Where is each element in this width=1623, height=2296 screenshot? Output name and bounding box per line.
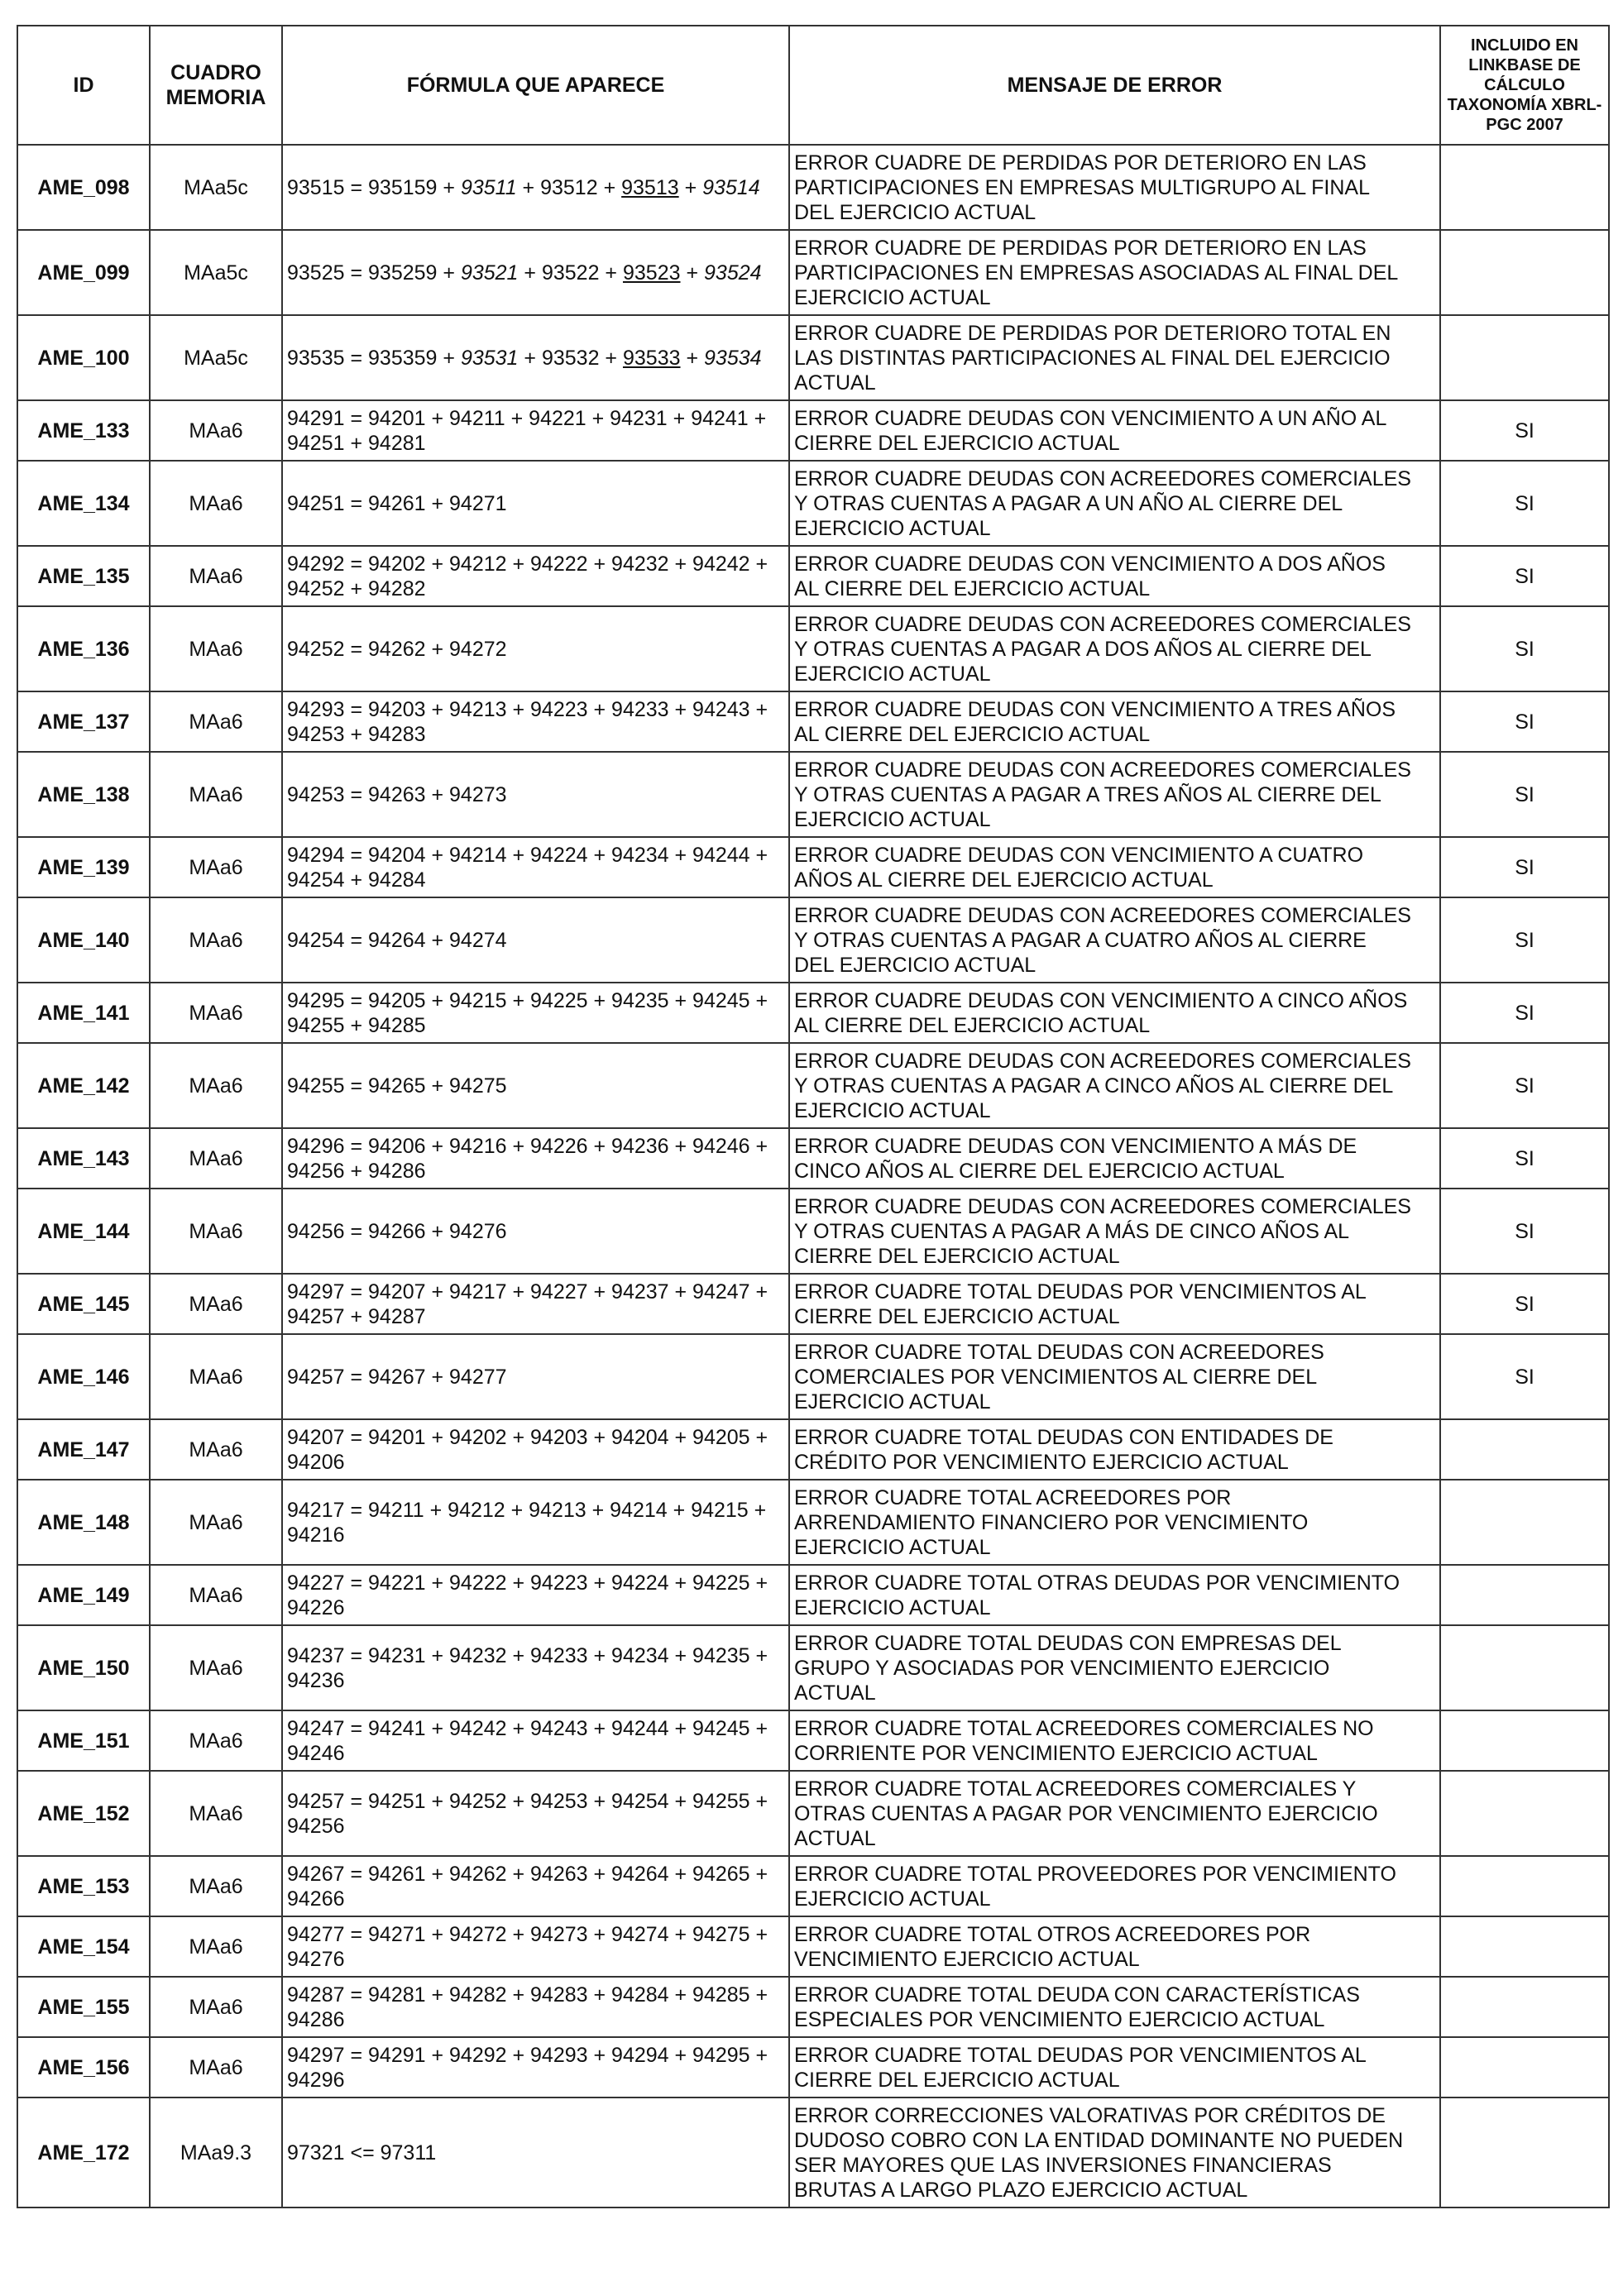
row-included-flag: SI xyxy=(1440,1043,1609,1128)
row-id: AME_134 xyxy=(17,461,150,546)
row-error-message: ERROR CUADRE DEUDAS CON ACREEDORES COMERCIALES Y OTRAS CUENTAS A PAGAR A MÁS DE CINCO AÑOS AL CIERRE DEL EJERCICIO ACTUAL xyxy=(789,1189,1440,1274)
row-cuadro-memoria: MAa6 xyxy=(150,1977,282,2037)
row-cuadro-memoria: MAa6 xyxy=(150,1710,282,1771)
row-included-flag xyxy=(1440,2037,1609,2097)
row-formula: 94267 = 94261 + 94262 + 94263 + 94264 + 94265 + 94266 xyxy=(282,1856,789,1916)
row-included-flag xyxy=(1440,2097,1609,2208)
table-row xyxy=(17,1419,1609,1480)
table-row xyxy=(17,1710,1609,1771)
formula-part: + xyxy=(680,346,705,370)
row-id: AME_140 xyxy=(17,897,150,983)
row-included-flag xyxy=(1440,1856,1609,1916)
row-id: AME_099 xyxy=(17,230,150,315)
table-row xyxy=(17,1334,1609,1419)
row-error-message: ERROR CUADRE DEUDAS CON VENCIMIENTO A UN AÑO AL CIERRE DEL EJERCICIO ACTUAL xyxy=(789,400,1440,461)
row-error-message: ERROR CUADRE DEUDAS CON ACREEDORES COMERCIALES Y OTRAS CUENTAS A PAGAR A TRES AÑOS AL CIERRE DEL EJERCICIO ACTUAL xyxy=(789,752,1440,837)
header-id: ID xyxy=(17,26,150,145)
row-id: AME_141 xyxy=(17,983,150,1043)
row-error-message: ERROR CUADRE DE PERDIDAS POR DETERIORO EN LAS PARTICIPACIONES EN EMPRESAS MULTIGRUPO AL FINAL DEL EJERCICIO ACTUAL xyxy=(789,145,1440,230)
row-included-flag: SI xyxy=(1440,606,1609,691)
row-error-message: ERROR CUADRE DEUDAS CON VENCIMIENTO A MÁS DE CINCO AÑOS AL CIERRE DEL EJERCICIO ACTUAL xyxy=(789,1128,1440,1189)
row-error-message: ERROR CUADRE DEUDAS CON ACREEDORES COMERCIALES Y OTRAS CUENTAS A PAGAR A CINCO AÑOS AL CIERRE DEL EJERCICIO ACTUAL xyxy=(789,1043,1440,1128)
row-error-message: ERROR CUADRE TOTAL DEUDAS POR VENCIMIENTOS AL CIERRE DEL EJERCICIO ACTUAL xyxy=(789,2037,1440,2097)
row-error-message: ERROR CUADRE TOTAL DEUDAS CON EMPRESAS DEL GRUPO Y ASOCIADAS POR VENCIMIENTO EJERCICIO ACTUAL xyxy=(789,1625,1440,1710)
row-id: AME_100 xyxy=(17,315,150,400)
row-id: AME_151 xyxy=(17,1710,150,1771)
header-incluido-linkbase: INCLUIDO EN LINKBASE DE CÁLCULO TAXONOMÍA XBRL-PGC 2007 xyxy=(1440,26,1609,145)
row-error-message: ERROR CUADRE DE PERDIDAS POR DETERIORO EN LAS PARTICIPACIONES EN EMPRESAS ASOCIADAS AL FINAL DEL EJERCICIO ACTUAL xyxy=(789,230,1440,315)
row-id: AME_154 xyxy=(17,1916,150,1977)
table-row xyxy=(17,1043,1609,1128)
row-formula: 94251 = 94261 + 94271 xyxy=(282,461,789,546)
row-formula: 94253 = 94263 + 94273 xyxy=(282,752,789,837)
row-included-flag: SI xyxy=(1440,1334,1609,1419)
row-formula: 94291 = 94201 + 94211 + 94221 + 94231 + 94241 + 94251 + 94281 xyxy=(282,400,789,461)
row-included-flag xyxy=(1440,1480,1609,1565)
formula-part: 93515 = 935159 + xyxy=(287,175,461,199)
row-included-flag xyxy=(1440,315,1609,400)
row-error-message: ERROR CUADRE TOTAL ACREEDORES COMERCIALES NO CORRIENTE POR VENCIMIENTO EJERCICIO ACTUAL xyxy=(789,1710,1440,1771)
row-error-message: ERROR CUADRE TOTAL DEUDAS CON ACREEDORES COMERCIALES POR VENCIMIENTOS AL CIERRE DEL EJERCICIO ACTUAL xyxy=(789,1334,1440,1419)
row-included-flag xyxy=(1440,145,1609,230)
row-formula: 97321 <= 97311 xyxy=(282,2097,789,2208)
row-id: AME_155 xyxy=(17,1977,150,2037)
row-included-flag: SI xyxy=(1440,1274,1609,1334)
row-error-message: ERROR CUADRE DEUDAS CON VENCIMIENTO A TRES AÑOS AL CIERRE DEL EJERCICIO ACTUAL xyxy=(789,691,1440,752)
row-error-message: ERROR CUADRE TOTAL ACREEDORES COMERCIALES Y OTRAS CUENTAS A PAGAR POR VENCIMIENTO EJERCICIO ACTUAL xyxy=(789,1771,1440,1856)
row-formula: 94252 = 94262 + 94272 xyxy=(282,606,789,691)
formula-part: 93534 xyxy=(704,346,762,370)
table-row xyxy=(17,1856,1609,1916)
row-error-message: ERROR CUADRE DE PERDIDAS POR DETERIORO TOTAL EN LAS DISTINTAS PARTICIPACIONES AL FINAL DEL EJERCICIO ACTUAL xyxy=(789,315,1440,400)
row-formula: 94292 = 94202 + 94212 + 94222 + 94232 + 94242 + 94252 + 94282 xyxy=(282,546,789,606)
table-row xyxy=(17,1916,1609,1977)
row-included-flag: SI xyxy=(1440,752,1609,837)
table-row xyxy=(17,1480,1609,1565)
header-formula: FÓRMULA QUE APARECE xyxy=(282,26,789,145)
row-cuadro-memoria: MAa5c xyxy=(150,230,282,315)
row-id: AME_133 xyxy=(17,400,150,461)
row-formula: 94287 = 94281 + 94282 + 94283 + 94284 + 94285 + 94286 xyxy=(282,1977,789,2037)
row-cuadro-memoria: MAa6 xyxy=(150,1128,282,1189)
row-cuadro-memoria: MAa6 xyxy=(150,1856,282,1916)
formula-part: 93511 xyxy=(460,175,517,199)
formula-part: 93514 xyxy=(702,175,760,199)
formula-part: + xyxy=(678,175,703,199)
table-row xyxy=(17,400,1609,461)
table-row xyxy=(17,461,1609,546)
row-id: AME_146 xyxy=(17,1334,150,1419)
row-id: AME_148 xyxy=(17,1480,150,1565)
row-included-flag: SI xyxy=(1440,897,1609,983)
formula-part: + 93532 + xyxy=(518,346,623,370)
row-error-message: ERROR CUADRE DEUDAS CON ACREEDORES COMERCIALES Y OTRAS CUENTAS A PAGAR A UN AÑO AL CIERRE DEL EJERCICIO ACTUAL xyxy=(789,461,1440,546)
row-error-message: ERROR CUADRE TOTAL DEUDAS POR VENCIMIENTOS AL CIERRE DEL EJERCICIO ACTUAL xyxy=(789,1274,1440,1334)
row-id: AME_144 xyxy=(17,1189,150,1274)
table-row xyxy=(17,691,1609,752)
row-included-flag: SI xyxy=(1440,837,1609,897)
formula-part: 93525 = 935259 + xyxy=(287,261,461,285)
table-row xyxy=(17,230,1609,315)
row-id: AME_135 xyxy=(17,546,150,606)
table-header-row xyxy=(17,26,1609,145)
formula-part: + 93512 + xyxy=(516,175,622,199)
table-row xyxy=(17,2037,1609,2097)
row-cuadro-memoria: MAa6 xyxy=(150,897,282,983)
row-cuadro-memoria: MAa6 xyxy=(150,2037,282,2097)
row-id: AME_138 xyxy=(17,752,150,837)
formula-part: 93523 xyxy=(622,261,681,285)
row-id: AME_156 xyxy=(17,2037,150,2097)
row-error-message: ERROR CORRECCIONES VALORATIVAS POR CRÉDITOS DE DUDOSO COBRO CON LA ENTIDAD DOMINANTE NO PUEDEN SER MAYORES QUE LAS INVERSIONES FINANCIERAS BRUTAS A LARGO PLAZO EJERCICIO ACTUAL xyxy=(789,2097,1440,2208)
row-id: AME_172 xyxy=(17,2097,150,2208)
table-row xyxy=(17,752,1609,837)
row-error-message: ERROR CUADRE DEUDAS CON VENCIMIENTO A CUATRO AÑOS AL CIERRE DEL EJERCICIO ACTUAL xyxy=(789,837,1440,897)
row-included-flag: SI xyxy=(1440,461,1609,546)
row-cuadro-memoria: MAa6 xyxy=(150,1334,282,1419)
table-row xyxy=(17,145,1609,230)
row-formula: 94297 = 94291 + 94292 + 94293 + 94294 + 94295 + 94296 xyxy=(282,2037,789,2097)
row-cuadro-memoria: MAa6 xyxy=(150,400,282,461)
row-cuadro-memoria: MAa6 xyxy=(150,461,282,546)
row-error-message: ERROR CUADRE DEUDAS CON ACREEDORES COMERCIALES Y OTRAS CUENTAS A PAGAR A CUATRO AÑOS AL CIERRE DEL EJERCICIO ACTUAL xyxy=(789,897,1440,983)
table-row xyxy=(17,1274,1609,1334)
row-cuadro-memoria: MAa5c xyxy=(150,145,282,230)
row-cuadro-memoria: MAa6 xyxy=(150,983,282,1043)
row-formula: 94207 = 94201 + 94202 + 94203 + 94204 + 94205 + 94206 xyxy=(282,1419,789,1480)
row-cuadro-memoria: MAa6 xyxy=(150,1916,282,1977)
row-cuadro-memoria: MAa6 xyxy=(150,1565,282,1625)
row-error-message: ERROR CUADRE TOTAL DEUDA CON CARACTERÍSTICAS ESPECIALES POR VENCIMIENTO EJERCICIO ACTUAL xyxy=(789,1977,1440,2037)
row-id: AME_143 xyxy=(17,1128,150,1189)
row-error-message: ERROR CUADRE TOTAL DEUDAS CON ENTIDADES DE CRÉDITO POR VENCIMIENTO EJERCICIO ACTUAL xyxy=(789,1419,1440,1480)
table-row xyxy=(17,1977,1609,2037)
formula-part: 93533 xyxy=(622,346,681,370)
row-formula xyxy=(282,315,789,400)
row-formula: 94217 = 94211 + 94212 + 94213 + 94214 + 94215 + 94216 xyxy=(282,1480,789,1565)
row-included-flag: SI xyxy=(1440,983,1609,1043)
row-error-message: ERROR CUADRE TOTAL OTRAS DEUDAS POR VENCIMIENTO EJERCICIO ACTUAL xyxy=(789,1565,1440,1625)
formula-part: + xyxy=(680,261,705,285)
row-error-message: ERROR CUADRE TOTAL PROVEEDORES POR VENCIMIENTO EJERCICIO ACTUAL xyxy=(789,1856,1440,1916)
table-row xyxy=(17,2097,1609,2208)
row-included-flag: SI xyxy=(1440,546,1609,606)
row-formula: 94295 = 94205 + 94215 + 94225 + 94235 + 94245 + 94255 + 94285 xyxy=(282,983,789,1043)
row-included-flag xyxy=(1440,1916,1609,1977)
row-included-flag xyxy=(1440,1565,1609,1625)
row-formula: 94293 = 94203 + 94213 + 94223 + 94233 + 94243 + 94253 + 94283 xyxy=(282,691,789,752)
row-cuadro-memoria: MAa6 xyxy=(150,1480,282,1565)
row-id: AME_152 xyxy=(17,1771,150,1856)
row-id: AME_098 xyxy=(17,145,150,230)
row-id: AME_142 xyxy=(17,1043,150,1128)
row-id: AME_147 xyxy=(17,1419,150,1480)
row-cuadro-memoria: MAa6 xyxy=(150,837,282,897)
validation-rules-table xyxy=(17,25,1610,2208)
row-included-flag xyxy=(1440,1625,1609,1710)
row-formula: 94294 = 94204 + 94214 + 94224 + 94234 + 94244 + 94254 + 94284 xyxy=(282,837,789,897)
row-cuadro-memoria: MAa9.3 xyxy=(150,2097,282,2208)
row-error-message: ERROR CUADRE DEUDAS CON VENCIMIENTO A CINCO AÑOS AL CIERRE DEL EJERCICIO ACTUAL xyxy=(789,983,1440,1043)
row-formula xyxy=(282,230,789,315)
row-included-flag xyxy=(1440,230,1609,315)
row-id: AME_149 xyxy=(17,1565,150,1625)
row-formula: 94277 = 94271 + 94272 + 94273 + 94274 + 94275 + 94276 xyxy=(282,1916,789,1977)
row-cuadro-memoria: MAa6 xyxy=(150,546,282,606)
table-row xyxy=(17,315,1609,400)
row-formula: 94227 = 94221 + 94222 + 94223 + 94224 + 94225 + 94226 xyxy=(282,1565,789,1625)
table-row xyxy=(17,1565,1609,1625)
table-row xyxy=(17,1189,1609,1274)
table-body xyxy=(17,145,1609,2208)
row-included-flag xyxy=(1440,1710,1609,1771)
row-included-flag: SI xyxy=(1440,400,1609,461)
row-cuadro-memoria: MAa6 xyxy=(150,752,282,837)
row-formula: 94237 = 94231 + 94232 + 94233 + 94234 + 94235 + 94236 xyxy=(282,1625,789,1710)
row-cuadro-memoria: MAa6 xyxy=(150,1043,282,1128)
row-formula: 94257 = 94251 + 94252 + 94253 + 94254 + 94255 + 94256 xyxy=(282,1771,789,1856)
row-formula xyxy=(282,145,789,230)
table-row xyxy=(17,983,1609,1043)
formula-part: 93535 = 935359 + xyxy=(287,346,461,370)
row-cuadro-memoria: MAa6 xyxy=(150,606,282,691)
row-formula: 94297 = 94207 + 94217 + 94227 + 94237 + 94247 + 94257 + 94287 xyxy=(282,1274,789,1334)
row-included-flag: SI xyxy=(1440,691,1609,752)
row-id: AME_153 xyxy=(17,1856,150,1916)
row-included-flag: SI xyxy=(1440,1128,1609,1189)
table-row xyxy=(17,897,1609,983)
header-mensaje-error: MENSAJE DE ERROR xyxy=(789,26,1440,145)
formula-part: 93524 xyxy=(704,261,762,285)
table-row xyxy=(17,837,1609,897)
row-error-message: ERROR CUADRE TOTAL OTROS ACREEDORES POR VENCIMIENTO EJERCICIO ACTUAL xyxy=(789,1916,1440,1977)
row-formula: 94296 = 94206 + 94216 + 94226 + 94236 + 94246 + 94256 + 94286 xyxy=(282,1128,789,1189)
row-cuadro-memoria: MAa6 xyxy=(150,691,282,752)
row-id: AME_139 xyxy=(17,837,150,897)
row-cuadro-memoria: MAa5c xyxy=(150,315,282,400)
table-row xyxy=(17,1771,1609,1856)
table-row xyxy=(17,1128,1609,1189)
formula-part: 93513 xyxy=(621,175,679,199)
row-cuadro-memoria: MAa6 xyxy=(150,1189,282,1274)
row-id: AME_136 xyxy=(17,606,150,691)
row-id: AME_137 xyxy=(17,691,150,752)
formula-part: 93521 xyxy=(460,261,519,285)
row-cuadro-memoria: MAa6 xyxy=(150,1625,282,1710)
row-included-flag xyxy=(1440,1977,1609,2037)
formula-part: + 93522 + xyxy=(518,261,623,285)
formula-part: 93531 xyxy=(460,346,519,370)
row-formula: 94257 = 94267 + 94277 xyxy=(282,1334,789,1419)
row-cuadro-memoria: MAa6 xyxy=(150,1419,282,1480)
row-included-flag xyxy=(1440,1419,1609,1480)
row-formula: 94254 = 94264 + 94274 xyxy=(282,897,789,983)
table-row xyxy=(17,1625,1609,1710)
row-included-flag: SI xyxy=(1440,1189,1609,1274)
row-id: AME_150 xyxy=(17,1625,150,1710)
row-formula: 94256 = 94266 + 94276 xyxy=(282,1189,789,1274)
row-error-message: ERROR CUADRE DEUDAS CON ACREEDORES COMERCIALES Y OTRAS CUENTAS A PAGAR A DOS AÑOS AL CIERRE DEL EJERCICIO ACTUAL xyxy=(789,606,1440,691)
table-row xyxy=(17,546,1609,606)
row-id: AME_145 xyxy=(17,1274,150,1334)
row-included-flag xyxy=(1440,1771,1609,1856)
row-formula: 94255 = 94265 + 94275 xyxy=(282,1043,789,1128)
row-cuadro-memoria: MAa6 xyxy=(150,1274,282,1334)
row-error-message: ERROR CUADRE TOTAL ACREEDORES POR ARRENDAMIENTO FINANCIERO POR VENCIMIENTO EJERCICIO ACTUAL xyxy=(789,1480,1440,1565)
header-cuadro-memoria: CUADRO MEMORIA xyxy=(150,26,282,145)
table-row xyxy=(17,606,1609,691)
row-cuadro-memoria: MAa6 xyxy=(150,1771,282,1856)
row-formula: 94247 = 94241 + 94242 + 94243 + 94244 + 94245 + 94246 xyxy=(282,1710,789,1771)
row-error-message: ERROR CUADRE DEUDAS CON VENCIMIENTO A DOS AÑOS AL CIERRE DEL EJERCICIO ACTUAL xyxy=(789,546,1440,606)
